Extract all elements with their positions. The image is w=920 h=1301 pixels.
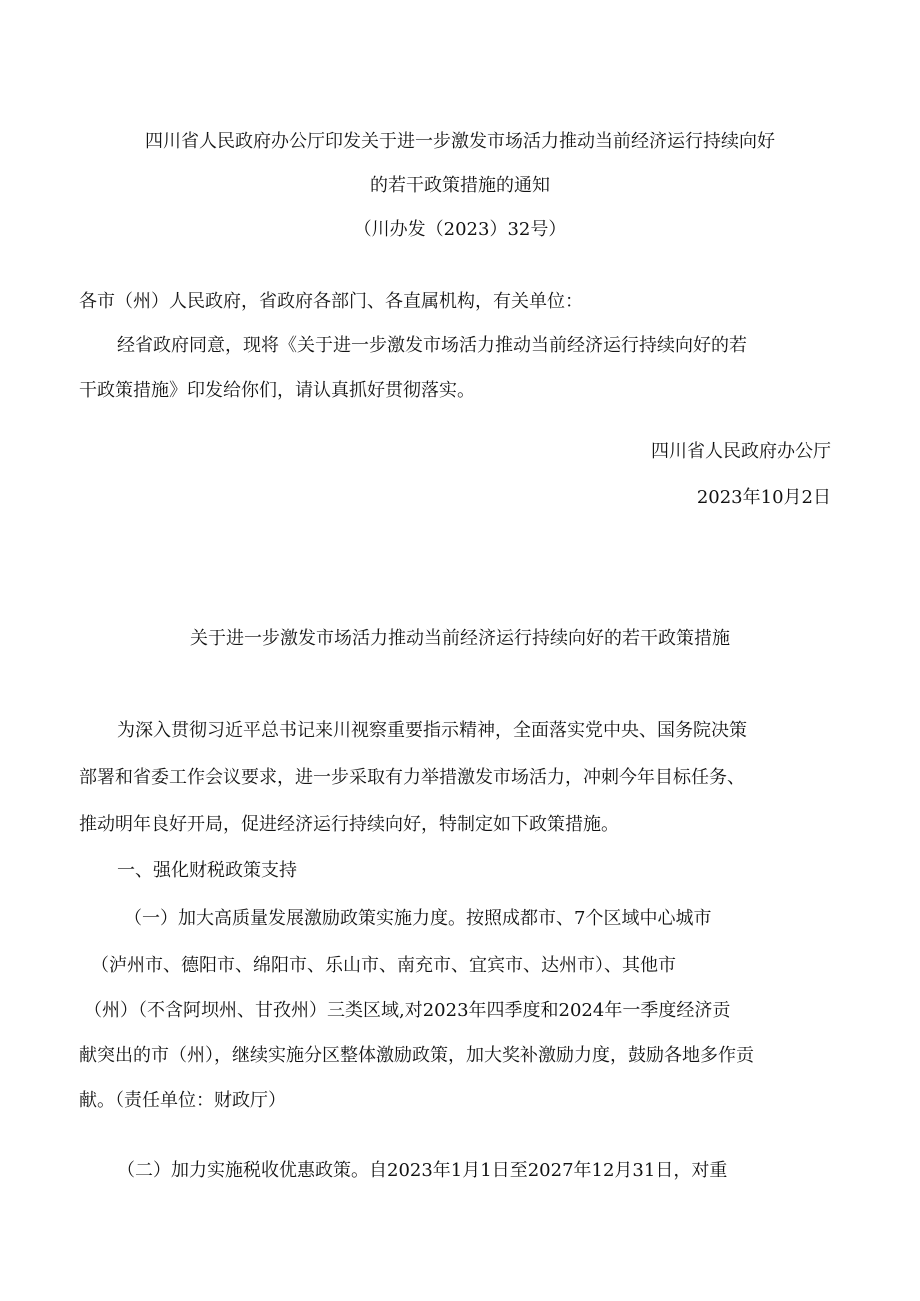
document-number: （川办发（2023）32号） — [353, 219, 567, 240]
intro-line-3: 推动明年良好开局，促进经济运行持续向好，特制定如下政策措施。 — [79, 814, 619, 835]
item-1-line-1: （一）加大高质量发展激励政策实施力度。按照成都市、7个区域中心城市 — [124, 908, 712, 929]
notice-title-line-2: 的若干政策措施的通知 — [370, 175, 550, 196]
body-paragraph-line-2: 干政策措施》印发给你们，请认真抓好贯彻落实。 — [79, 380, 475, 401]
intro-line-2: 部署和省委工作会议要求，进一步采取有力举措激发市场活力，冲刺今年目标任务、 — [79, 767, 745, 788]
section-1-heading: 一、强化财税政策支持 — [117, 860, 297, 881]
intro-line-1: 为深入贯彻习近平总书记来川视察重要指示精神，全面落实党中央、国务院决策 — [117, 720, 747, 741]
signature-organization: 四川省人民政府办公厅 — [651, 441, 831, 462]
addressee-line: 各市（州）人民政府，省政府各部门、各直属机构，有关单位： — [79, 291, 583, 312]
notice-title-line-1: 四川省人民政府办公厅印发关于进一步激发市场活力推动当前经济运行持续向好 — [145, 131, 775, 152]
attachment-title: 关于进一步激发市场活力推动当前经济运行持续向好的若干政策措施 — [190, 628, 730, 649]
item-1-line-3: （州）（不含阿坝州、甘孜州）三类区域,对2023年四季度和2024年一季度经济贡 — [84, 1000, 731, 1021]
body-paragraph-line-1: 经省政府同意，现将《关于进一步激发市场活力推动当前经济运行持续向好的若 — [117, 335, 747, 356]
item-2-line-1: （二）加力实施税收优惠政策。自2023年1月1日至2027年12月31日，对重 — [117, 1160, 728, 1181]
item-1-line-2: （泸州市、德阳市、绵阳市、乐山市、南充市、宜宾市、达州市）、其他市 — [91, 955, 676, 976]
item-1-line-4: 献突出的市（州），继续实施分区整体激励政策，加大奖补激励力度，鼓励各地多作贡 — [79, 1045, 754, 1066]
signature-date: 2023年10月2日 — [696, 487, 831, 508]
item-1-line-5: 献。（责任单位：财政厅） — [79, 1090, 286, 1111]
